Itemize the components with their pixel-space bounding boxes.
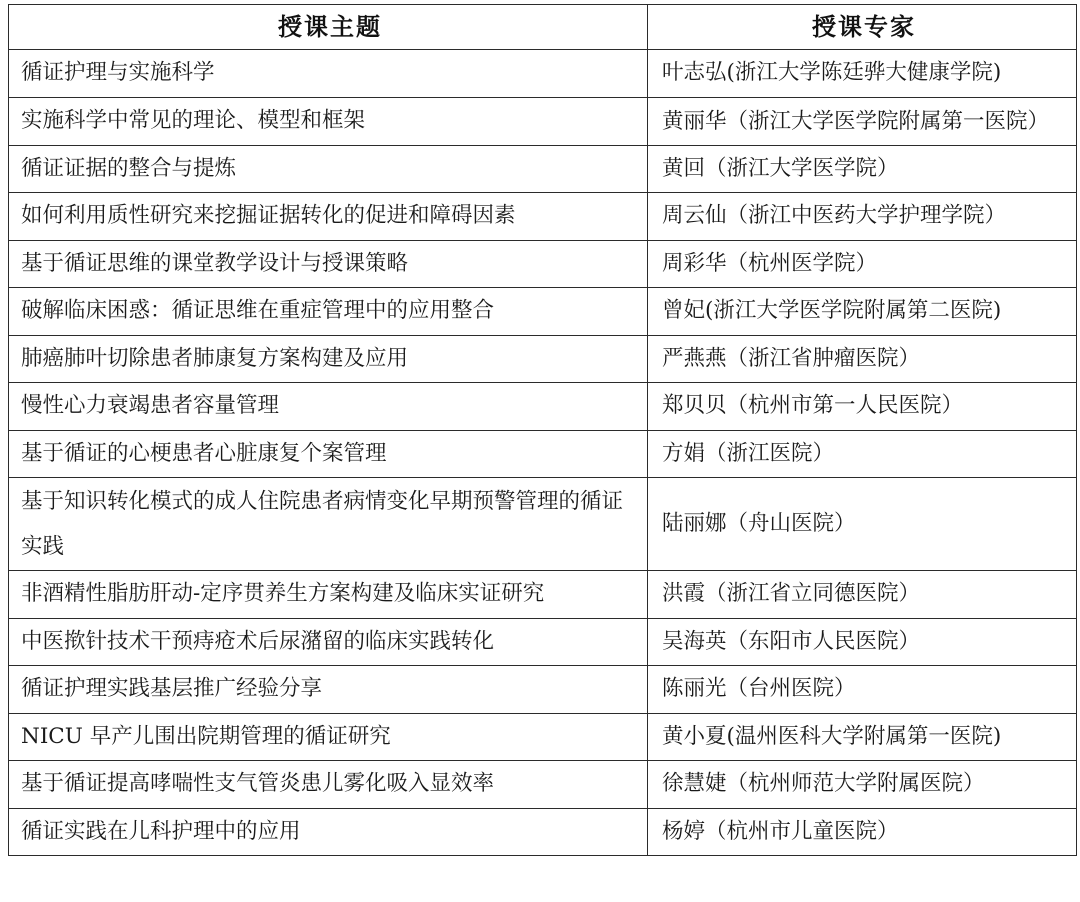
expert-cell: 徐慧婕（杭州师范大学附属医院） <box>648 761 1077 809</box>
topic-cell: 实施科学中常见的理论、模型和框架 <box>9 97 648 145</box>
topic-cell: 循证证据的整合与提炼 <box>9 145 648 193</box>
expert-cell: 叶志弘(浙江大学陈廷骅大健康学院) <box>648 50 1077 98</box>
table-row <box>9 571 1077 619</box>
table-row <box>9 666 1077 714</box>
table-row <box>9 240 1077 288</box>
table-row <box>9 761 1077 809</box>
course-schedule <box>8 4 1076 856</box>
table-row <box>9 478 1077 571</box>
table-row <box>9 383 1077 431</box>
expert-cell: 周彩华（杭州医学院） <box>648 240 1077 288</box>
expert-cell: 杨婷（杭州市儿童医院） <box>648 808 1077 856</box>
topic-cell: 破解临床困惑：循证思维在重症管理中的应用整合 <box>9 288 648 336</box>
table-row <box>9 288 1077 336</box>
topic-cell: 基于循证提高哮喘性支气管炎患儿雾化吸入显效率 <box>9 761 648 809</box>
table-row <box>9 618 1077 666</box>
topic-cell: 如何利用质性研究来挖掘证据转化的促进和障碍因素 <box>9 193 648 241</box>
expert-cell: 陈丽光（台州医院） <box>648 666 1077 714</box>
header-row <box>9 5 1077 50</box>
header-expert: 授课专家 <box>648 5 1077 50</box>
expert-cell: 周云仙（浙江中医药大学护理学院） <box>648 193 1077 241</box>
topic-cell: NICU 早产儿围出院期管理的循证研究 <box>9 713 648 761</box>
table-row <box>9 193 1077 241</box>
topic-cell: 基于循证的心梗患者心脏康复个案管理 <box>9 430 648 478</box>
expert-cell: 黄丽华（浙江大学医学院附属第一医院） <box>648 97 1077 145</box>
table-row <box>9 335 1077 383</box>
expert-cell: 陆丽娜（舟山医院） <box>648 478 1077 571</box>
expert-cell: 洪霞（浙江省立同德医院） <box>648 571 1077 619</box>
topic-cell: 肺癌肺叶切除患者肺康复方案构建及应用 <box>9 335 648 383</box>
expert-cell: 曾妃(浙江大学医学院附属第二医院) <box>648 288 1077 336</box>
table-row <box>9 97 1077 145</box>
topic-cell: 循证护理与实施科学 <box>9 50 648 98</box>
header-topic: 授课主题 <box>9 5 648 50</box>
expert-cell: 郑贝贝（杭州市第一人民医院） <box>648 383 1077 431</box>
table-row <box>9 713 1077 761</box>
topic-cell: 非酒精性脂肪肝动-定序贯养生方案构建及临床实证研究 <box>9 571 648 619</box>
topic-cell: 循证护理实践基层推广经验分享 <box>9 666 648 714</box>
expert-cell: 黄回（浙江大学医学院） <box>648 145 1077 193</box>
expert-cell: 吴海英（东阳市人民医院） <box>648 618 1077 666</box>
topic-cell: 中医揿针技术干预痔疮术后尿潴留的临床实践转化 <box>9 618 648 666</box>
expert-cell: 严燕燕（浙江省肿瘤医院） <box>648 335 1077 383</box>
expert-cell: 方娟（浙江医院） <box>648 430 1077 478</box>
table-row <box>9 430 1077 478</box>
topic-cell: 慢性心力衰竭患者容量管理 <box>9 383 648 431</box>
table-row <box>9 50 1077 98</box>
topic-cell: 基于知识转化模式的成人住院患者病情变化早期预警管理的循证实践 <box>9 478 648 571</box>
table-row <box>9 145 1077 193</box>
table-row <box>9 808 1077 856</box>
topic-cell: 循证实践在儿科护理中的应用 <box>9 808 648 856</box>
topic-cell: 基于循证思维的课堂教学设计与授课策略 <box>9 240 648 288</box>
course-table <box>8 4 1077 856</box>
expert-cell: 黄小夏(温州医科大学附属第一医院) <box>648 713 1077 761</box>
